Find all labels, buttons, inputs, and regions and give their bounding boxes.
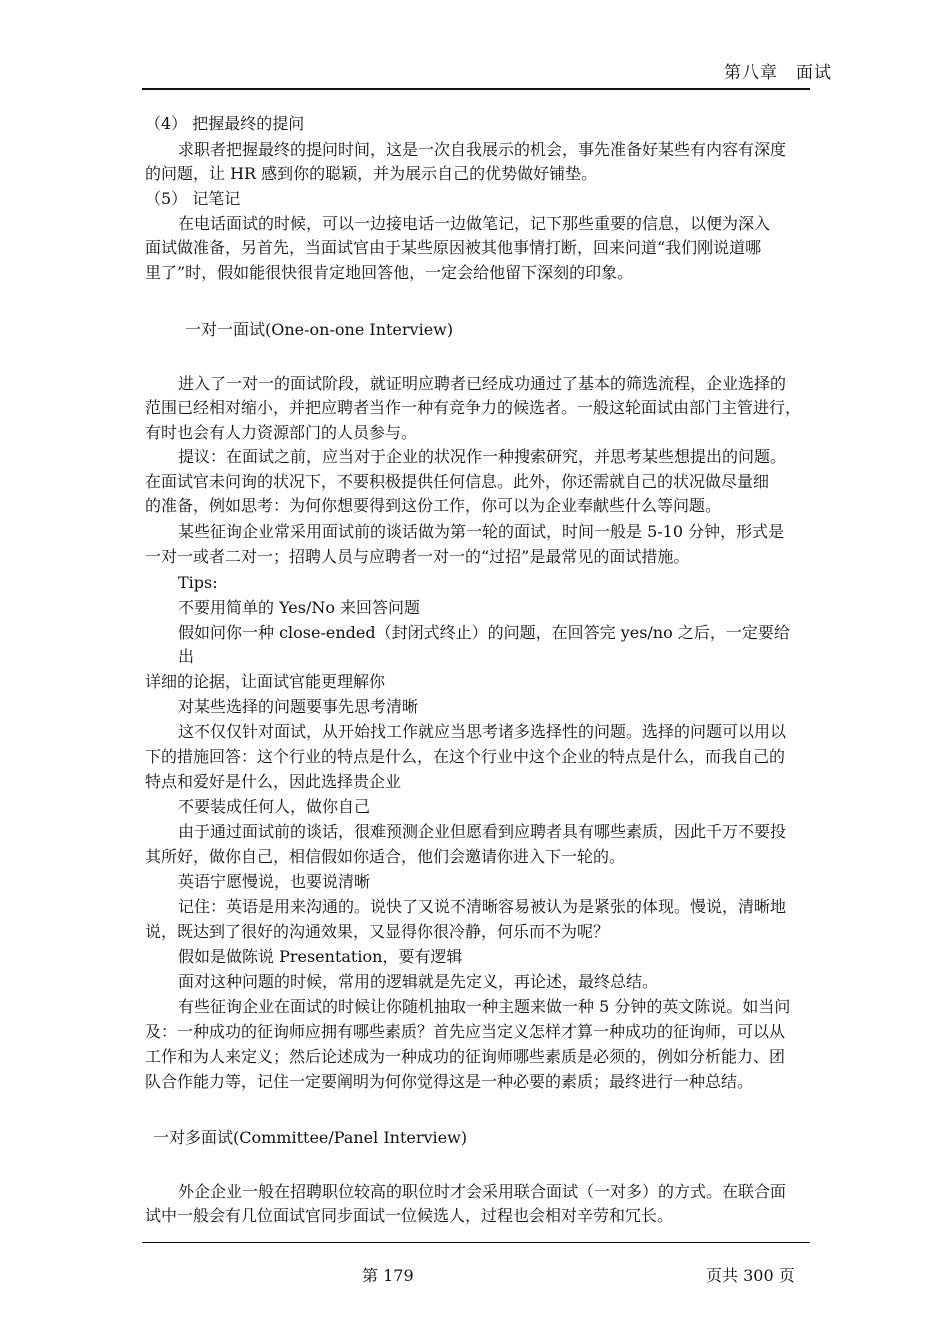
paragraph-line: 求职者把握最终的提问时间，这是一次自我展示的机会，事先准备好某些有内容有深度 bbox=[178, 140, 787, 159]
paragraph-line: 提议：在面试之前，应当对于企业的状况作一种搜索研究，并思考某些想提出的问题。 bbox=[178, 447, 787, 466]
footer-page-number: 第 179 bbox=[362, 1266, 414, 1285]
paragraph-line: 队合作能力等，记住一定要阐明为何你觉得这是一种必要的素质；最终进行一种总结。 bbox=[145, 1072, 754, 1091]
subsection-heading: （4） 把握最终的提问 bbox=[145, 114, 305, 133]
paragraph-line: 及：一种成功的征询师应拥有哪些素质？首先应当定义怎样才算一种成功的征询师，可以从 bbox=[145, 1022, 786, 1041]
paragraph-line: 工作和为人来定义；然后论述成为一种成功的征询师哪些素质是必须的，例如分析能力、团 bbox=[145, 1047, 786, 1066]
paragraph-line: 范围已经相对缩小，并把应聘者当作一种有竞争力的候选者。一般这轮面试由部门主管进行， bbox=[145, 398, 802, 417]
paragraph-line: 在电话面试的时候，可以一边接电话一边做笔记，记下那些重要的信息，以便为深入 bbox=[178, 214, 771, 233]
section-heading: 一对多面试(Committee/Panel Interview) bbox=[153, 1128, 468, 1147]
paragraph-line: 面对这种问题的时候，常用的逻辑就是先定义，再论述，最终总结。 bbox=[178, 972, 659, 991]
tip-heading: 英语宁愿慢说，也要说清晰 bbox=[178, 872, 371, 891]
paragraph-line: 的准备，例如思考：为何你想要得到这份工作，你可以为企业奉献些什么等问题。 bbox=[145, 496, 722, 515]
chapter-header-title: 第八章 面试 bbox=[724, 63, 832, 83]
paragraph-line: 说，既达到了很好的沟通效果，又显得你很冷静，何乐而不为呢？ bbox=[145, 922, 610, 941]
paragraph-line: 外企企业一般在招聘职位较高的职位时才会采用联合面试（一对多）的方式。在联合面 bbox=[178, 1182, 787, 1201]
paragraph-line: 记住：英语是用来沟通的。说快了又说不清晰容易被认为是紧张的体现。慢说，清晰地 bbox=[178, 897, 787, 916]
subsection-heading: （5） 记笔记 bbox=[145, 189, 241, 208]
paragraph-line: 的问题，让 HR 感到你的聪颖，并为展示自己的优势做好铺垫。 bbox=[145, 164, 598, 183]
paragraph-line: 某些征询企业常采用面试前的谈话做为第一轮的面试，时间一般是 5-10 分钟，形式是 bbox=[178, 522, 785, 541]
footer-rule bbox=[142, 1242, 810, 1243]
paragraph-line: 特点和爱好是什么，因此选择贵企业 bbox=[145, 772, 402, 791]
paragraph-line: 由于通过面试前的谈话，很难预测企业但愿看到应聘者具有哪些素质，因此千万不要投 bbox=[178, 822, 787, 841]
paragraph-line: 试中一般会有几位面试官同步面试一位候选人，过程也会相对辛劳和冗长。 bbox=[145, 1206, 674, 1225]
paragraph-line: 出 bbox=[178, 647, 195, 666]
paragraph-line: 进入了一对一的面试阶段，就证明应聘者已经成功通过了基本的筛选流程，企业选择的 bbox=[178, 374, 787, 393]
paragraph-line: 下的措施回答：这个行业的特点是什么，在这个行业中这个企业的特点是什么，而我自己的 bbox=[145, 747, 786, 766]
footer-page-total: 页共 300 页 bbox=[706, 1266, 795, 1285]
tip-heading: 假如是做陈说 Presentation，要有逻辑 bbox=[178, 947, 463, 966]
section-heading: 一对一面试(One-on-one Interview) bbox=[185, 320, 454, 339]
tip-heading: 不要用简单的 Yes/No 来回答问题 bbox=[178, 598, 421, 617]
paragraph-line: 面试做准备，另首先，当面试官由于某些原因被其他事情打断，回来问道“我们刚说道哪 bbox=[145, 238, 762, 257]
tip-heading: 不要装成任何人，做你自己 bbox=[178, 797, 371, 816]
tip-heading: 对某些选择的问题要事先思考清晰 bbox=[178, 697, 419, 716]
paragraph-line: 里了”时，假如能很快很肯定地回答他，一定会给他留下深刻的印象。 bbox=[145, 263, 634, 282]
paragraph-line: 一对一或者二对一；招聘人员与应聘者一对一的“过招”是最常见的面试措施。 bbox=[145, 547, 690, 566]
paragraph-line: 在面试官未问询的状况下，不要积极提供任何信息。此外，你还需就自己的状况做尽量细 bbox=[145, 472, 770, 491]
header-rule bbox=[142, 88, 810, 90]
paragraph-line: 有时也会有人力资源部门的人员参与。 bbox=[145, 423, 418, 442]
paragraph-line: 这不仅仅针对面试，从开始找工作就应当思考诸多选择性的问题。选择的问题可以用以 bbox=[178, 722, 787, 741]
paragraph-line: 假如问你一种 close-ended（封闭式终止）的问题，在回答完 yes/no 之后，一定要给 bbox=[178, 623, 790, 642]
tips-label: Tips: bbox=[178, 573, 218, 592]
paragraph-line: 有些征询企业在面试的时候让你随机抽取一种主题来做一种 5 分钟的英文陈说。如当问 bbox=[178, 997, 791, 1016]
paragraph-line: 其所好，做你自己，相信假如你适合，他们会邀请你进入下一轮的。 bbox=[145, 847, 626, 866]
paragraph-line: 详细的论据，让面试官能更理解你 bbox=[145, 672, 386, 691]
